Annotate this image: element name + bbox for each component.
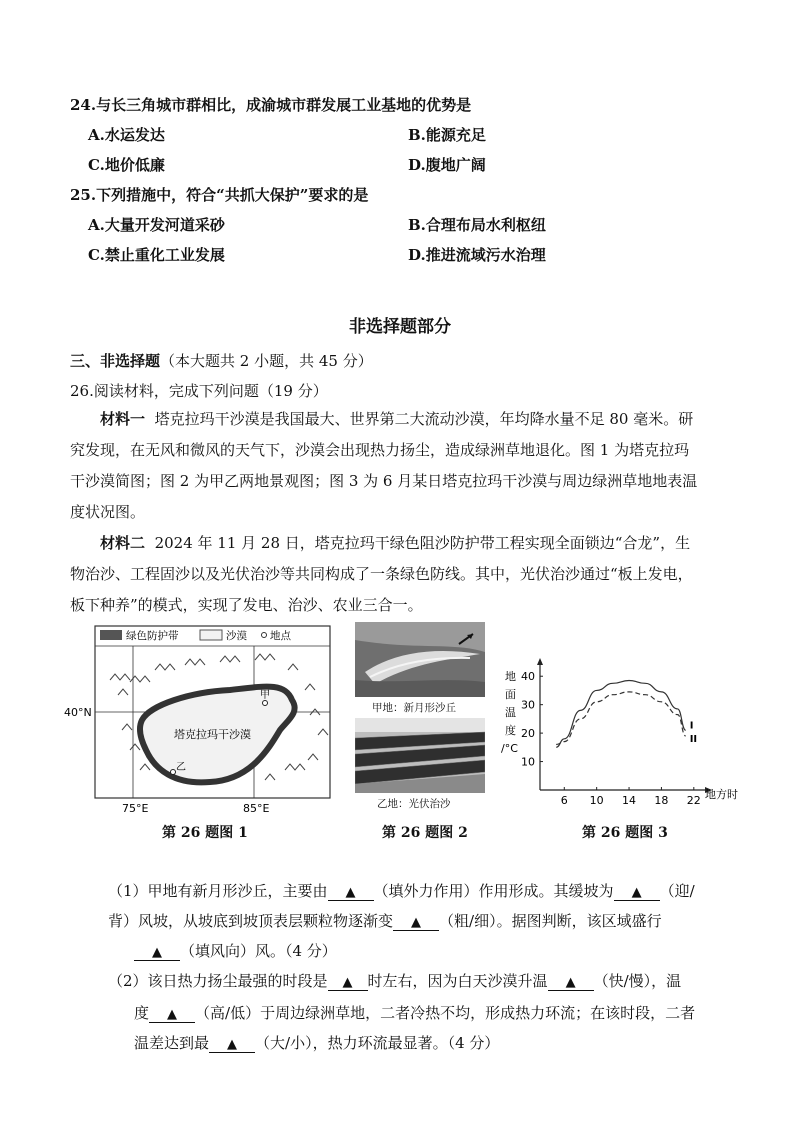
sub2-text: 时左右，因为白天沙漠升温 <box>367 972 548 990</box>
legend-desert-swatch <box>200 630 222 640</box>
figure-1-map <box>60 620 340 820</box>
point-yi-label: 乙 <box>176 762 186 773</box>
material-one-line: 塔克拉玛干沙漠是我国最大、世界第二大流动沙漠，年均降水量不足 80 毫米。研 <box>154 410 694 428</box>
answer-blank[interactable]: ▲ <box>548 975 594 991</box>
sub2-text: （大/小），热力环流最显著。（4 分） <box>255 1034 500 1052</box>
answer-blank[interactable]: ▲ <box>149 1007 195 1023</box>
sub1-text: （迎/ <box>659 882 695 900</box>
sub1-text: （粗/细）。据图判断，该区域盛行 <box>439 912 662 930</box>
q25-option-a[interactable]: A.大量开发河道采砂 <box>88 216 225 234</box>
answer-blank[interactable]: ▲ <box>328 885 374 901</box>
answer-blank[interactable]: ▲ <box>614 885 660 901</box>
sub1-text: （填外力作用）作用形成。其缓坡为 <box>373 882 614 900</box>
sub1-line3 <box>134 940 337 961</box>
section-heading <box>70 350 373 371</box>
material-one-line: 度状况图。 <box>70 503 146 521</box>
y-tick-label: 30 <box>521 698 535 712</box>
point-yi <box>171 770 176 775</box>
figure-3-chart <box>495 650 755 815</box>
photo-solar-panels <box>355 718 485 793</box>
longitude-label-85: 85°E <box>243 802 270 815</box>
material-one <box>70 404 730 528</box>
legend-desert: 沙漠 <box>226 630 247 642</box>
sub1-text: （填风向）风。（4 分） <box>180 942 337 960</box>
q24-stem: 24.与长三角城市群相比，成渝城市群发展工业基地的优势是 <box>70 96 472 114</box>
figure-2-caption: 第 26 题图 2 <box>382 825 468 841</box>
x-tick-label: 10 <box>589 794 604 807</box>
sub1-line2 <box>108 910 662 931</box>
part-title: 非选择题部分 <box>349 317 451 337</box>
photo-crescent-dune <box>355 622 485 697</box>
material-two <box>70 528 730 621</box>
series-line-I <box>556 680 686 747</box>
answer-blank[interactable]: ▲ <box>393 915 439 931</box>
point-jia-label: 甲 <box>260 690 270 701</box>
answer-blank[interactable]: ▲ <box>209 1037 255 1053</box>
legend-green-belt: 绿色防护带 <box>126 630 179 642</box>
q24-option-d[interactable]: D.腹地广阔 <box>408 156 486 174</box>
longitude-label-75: 75°E <box>122 802 149 815</box>
x-tick-label: 18 <box>654 794 669 807</box>
q25-option-d[interactable]: D.推进流域污水治理 <box>408 246 546 264</box>
sub2-text: 度 <box>134 1004 150 1022</box>
answer-blank[interactable]: ▲ <box>134 945 180 961</box>
y-tick-label: 20 <box>521 727 535 741</box>
sub1-line1 <box>108 880 695 901</box>
q25-option-c[interactable]: C.禁止重化工业发展 <box>88 246 225 264</box>
series-label-I: I <box>689 720 694 732</box>
material-one-line: 干沙漠简图；图 2 为甲乙两地景观图；图 3 为 6 月某日塔克拉玛干沙漠与周边绿洲草地地表温 <box>70 472 698 490</box>
sub2-text: 温差达到最 <box>134 1034 210 1052</box>
legend-point: 地点 <box>270 630 291 642</box>
y-tick-label: 40 <box>521 670 535 684</box>
material-two-line: 2024 年 11 月 28 日，塔克拉玛干绿色阻沙防护带工程实现全面锁边“合龙”，生 <box>154 534 691 552</box>
q26-stem: 26.阅读材料，完成下列问题（19 分） <box>70 382 328 400</box>
q25-option-b[interactable]: B.合理布局水利枢纽 <box>408 216 546 234</box>
material-two-line: 物治沙、工程固沙以及光伏治沙等共同构成了一条绿色防线。其中，光伏治沙通过“板上发电， <box>70 565 693 583</box>
section-heading-label: 三、非选择题 <box>70 352 161 370</box>
sub1-text: （1）甲地有新月形沙丘，主要由 <box>108 882 328 900</box>
figure-1-caption: 第 26 题图 1 <box>162 825 248 841</box>
desert-label: 塔克拉玛干沙漠 <box>174 728 251 741</box>
sub2-text: （2）该日热力扬尘最强的时段是 <box>108 972 328 990</box>
figure-3-caption: 第 26 题图 3 <box>582 825 668 841</box>
sub2-line2 <box>134 1002 695 1023</box>
sub2-text: （快/慢），温 <box>593 972 682 990</box>
q24-option-c[interactable]: C.地价低廉 <box>88 156 165 174</box>
answer-blank[interactable]: ▲ <box>328 975 368 991</box>
legend-point-symbol <box>262 633 267 638</box>
y-axis-arrow <box>537 658 543 665</box>
latitude-label: 40°N <box>64 706 92 719</box>
sub2-line3 <box>134 1032 499 1053</box>
series-label-II: II <box>689 733 698 745</box>
photo-crescent-dune-label: 甲地：新月形沙丘 <box>372 702 456 714</box>
photo-solar-panels-label: 乙地：光伏治沙 <box>377 798 451 810</box>
legend-green-belt-swatch <box>100 630 122 640</box>
material-one-line: 究发现，在无风和微风的天气下，沙漠会出现热力扬尘，造成绿洲草地退化。图 1 为塔克拉玛 <box>70 441 690 459</box>
x-tick-label: 22 <box>686 794 701 807</box>
q24-option-a[interactable]: A.水运发达 <box>88 126 165 144</box>
material-one-label: 材料一 <box>100 410 146 428</box>
sub2-line1 <box>108 970 681 991</box>
y-tick-label: 10 <box>521 755 535 769</box>
material-two-line: 板下种养”的模式，实现了发电、治沙、农业三合一。 <box>70 596 423 614</box>
q25-stem: 25.下列措施中，符合“共抓大保护”要求的是 <box>70 186 369 204</box>
series-line-II <box>556 692 686 745</box>
x-tick-label: 6 <box>560 794 568 807</box>
section-heading-detail: （本大题共 2 小题，共 45 分） <box>160 352 373 370</box>
x-tick-label: 14 <box>622 794 637 807</box>
material-two-label: 材料二 <box>100 534 146 552</box>
point-jia <box>263 701 268 706</box>
chart-ylabel: 地面温度/°C <box>501 670 518 755</box>
sub2-text: （高/低）于周边绿洲草地，二者冷热不均，形成热力环流；在该时段，二者 <box>195 1004 696 1022</box>
chart-xlabel: 地方时 <box>705 788 738 801</box>
q24-option-b[interactable]: B.能源充足 <box>408 126 486 144</box>
sub1-text: 背）风坡，从坡底到坡顶表层颗粒物逐渐变 <box>108 912 394 930</box>
